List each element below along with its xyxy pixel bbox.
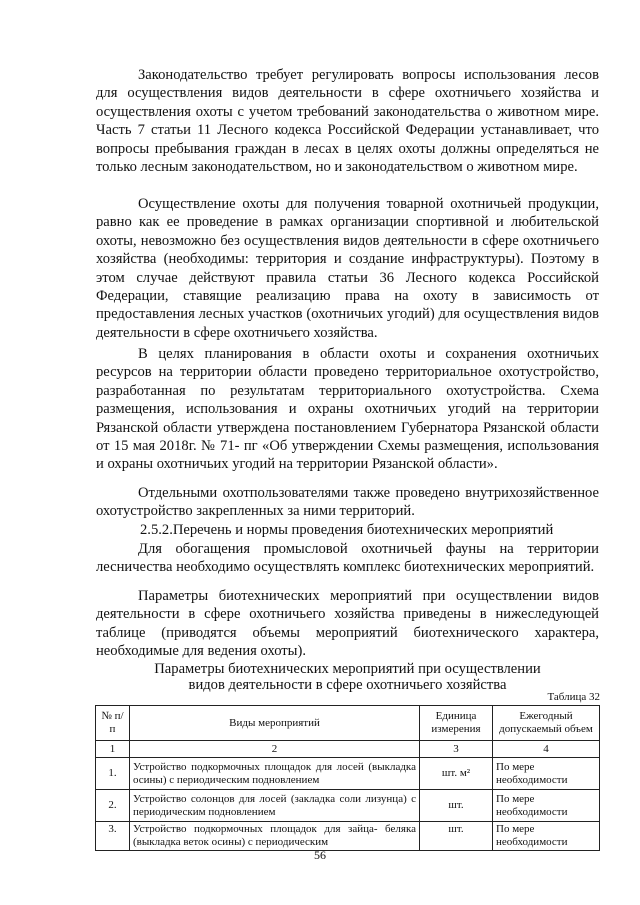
row-num: 3. <box>96 822 130 851</box>
header-volume: Ежегодный допускаемый объем <box>493 706 600 741</box>
table-header-row <box>96 706 600 741</box>
table-caption-line2: видов деятельности в сфере охотничьего хозяйства <box>188 677 507 693</box>
table-row <box>96 790 600 822</box>
table-colnum-row <box>96 741 600 758</box>
table-row <box>96 822 600 851</box>
colnum-3: 3 <box>420 741 493 758</box>
header-activity: Виды мероприятий <box>130 706 420 741</box>
paragraph-parameters: Параметры биотехнических мероприятий при осуществлении видов деятельности в сфере охотничьего хозяйства приведены в нижеследующей таблице (приводятся объемы мероприятий биотехнического характера, необходимые для ведения охоты). <box>96 588 599 660</box>
paragraph-enrichment: Для обогащения промысловой охотничьей фауны на территории лесничества необходимо осуществлять комплекс биотехнических мероприятий. <box>96 541 599 576</box>
table-number: Таблица 32 <box>547 691 600 703</box>
row-num: 1. <box>96 758 130 790</box>
table-row <box>96 758 600 790</box>
row-unit: шт. <box>420 790 493 822</box>
paragraph-planning: В целях планирования в области охоты и сохранения охотничьих ресурсов на территории области проведено территориальное охотустройство, разработанная по результатам территориального охотустройства. Схема размещения, использования и охраны охотничьих угодий на территории Рязанской области утверждена постановлением Губернатора Рязанской области от 15 мая 2018г. № 71- пг «Об утверждении Схемы размещения, использования и охраны охотничьих угодий на территории Рязанской области». <box>96 346 599 473</box>
row-volume: По мере необходимости <box>493 758 600 790</box>
colnum-4: 4 <box>493 741 600 758</box>
table-caption-line1: Параметры биотехнических мероприятий при осуществлении <box>154 661 541 677</box>
row-volume: По мере необходимости <box>493 790 600 822</box>
row-activity: Устройство солонцов для лосей (закладка соли лизунца) с периодическим подновлением <box>130 790 420 822</box>
row-unit: шт. м² <box>420 758 493 790</box>
colnum-1: 1 <box>96 741 130 758</box>
section-heading: 2.5.2.Перечень и нормы проведения биотехнических мероприятий <box>140 522 554 538</box>
page-number: 56 <box>314 848 326 862</box>
row-num: 2. <box>96 790 130 822</box>
paragraph-hunting: Осуществление охоты для получения товарной охотничьей продукции, равно как ее проведение в рамках организации спортивной и любительской охоты, невозможно без осуществления видов деятельности в сфере охотничьего хозяйства (необходимы: территория и создание инфраструктуры). Поэтому в этом случае действуют правила статьи 36 Лесного кодекса Российской Федерации, ставящие реализацию права на охоту в зависимость от предоставления лесных участков (охотничьих угодий) для осуществления видов деятельности в сфере охотничьего хозяйства. <box>96 196 599 341</box>
colnum-2: 2 <box>130 741 420 758</box>
header-unit: Единица измерения <box>420 706 493 741</box>
biotechnical-table <box>95 705 600 851</box>
row-activity: Устройство подкормочных площадок для зайца- беляка (выкладка веток осины) с периодическим <box>130 822 420 851</box>
row-volume: По мере необходимости <box>493 822 600 851</box>
row-unit: шт. <box>420 822 493 851</box>
paragraph-users: Отдельными охотпользователями также проведено внутрихозяйственное охотустройство закрепленных за ними территорий. <box>96 485 599 520</box>
row-activity: Устройство подкормочных площадок для лосей (выкладка осины) с периодическим подновлением <box>130 758 420 790</box>
paragraph-legislation: Законодательство требует регулировать вопросы использования лесов для осуществления видов деятельности в сфере охотничьего хозяйства и осуществления охоты с учетом требований законодательства о животном мире. Часть 7 статьи 11 Лесного кодекса Российской Федерации устанавливает, что вопросы пребывания граждан в лесах в целях охоты должны определяться не только лесным законодательством, но и законодательством о животном мире. <box>96 67 599 176</box>
header-num: № п/п <box>96 706 130 741</box>
